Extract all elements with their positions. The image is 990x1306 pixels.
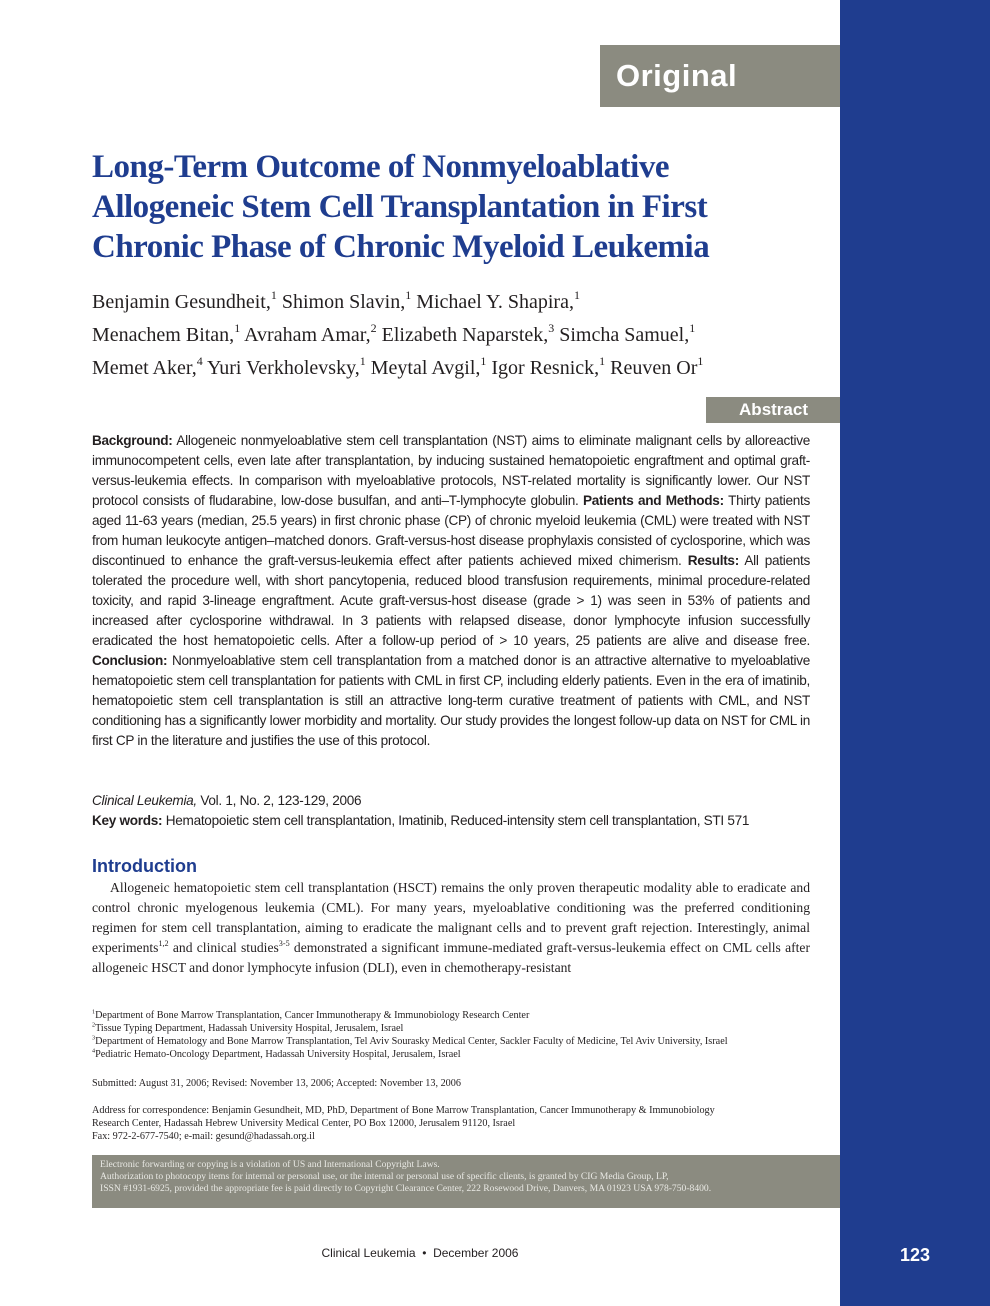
title-line: Long-Term Outcome of Nonmyeloablative xyxy=(92,149,669,185)
copyright-notice xyxy=(92,1155,840,1208)
title-line: Chronic Phase of Chronic Myeloid Leukemia xyxy=(92,229,710,265)
copyright-line: ISSN #1931-6925, provided the appropriate fee is paid directly to Copyright Clearance Center, 222 Rosewood Drive, Danvers, MA 01923 USA 978-750-8400. xyxy=(100,1183,712,1194)
copyright-line: Authorization to photocopy items for internal or personal use, or the internal or personal use of specific clients, is granted by CIG Media Group, LP, xyxy=(100,1171,669,1182)
submission-dates: Submitted: August 31, 2006; Revised: November 13, 2006; Accepted: November 13, 2006 xyxy=(92,1078,461,1089)
author-name: Reuven Or xyxy=(610,357,698,379)
author-name: Simcha Samuel, xyxy=(559,324,690,346)
title-line: Allogeneic Stem Cell Transplantation in First xyxy=(92,189,708,225)
affiliation-mark: 4 xyxy=(92,1048,96,1055)
author-name: Shimon Slavin, xyxy=(281,291,406,313)
affiliations xyxy=(92,1009,832,1061)
affiliation-text: Department of Hematology and Bone Marrow Transplantation, Tel Aviv Sourasky Medical Center, Sackler Faculty of Medicine, Tel Aviv University, Israel xyxy=(95,1036,728,1047)
author-name: Michael Y. Shapira, xyxy=(416,291,574,313)
correspondence-line: Address for correspondence: Benjamin Gesundheit, MD, PhD, Department of Bone Marrow Transplantation, Cancer Immunotherapy & Immunobiology xyxy=(92,1105,715,1116)
author-name: Avraham Amar, xyxy=(244,324,371,346)
affiliation-mark: 1 xyxy=(697,354,704,368)
affiliation xyxy=(92,1035,832,1048)
affiliation-mark: 1 xyxy=(689,321,696,335)
introduction-text xyxy=(92,878,810,978)
author-name: Benjamin Gesundheit, xyxy=(92,291,271,313)
affiliation-mark: 1 xyxy=(480,354,487,368)
author-line xyxy=(92,319,832,352)
page-number: 123 xyxy=(899,1245,931,1265)
affiliation xyxy=(92,1022,832,1035)
affiliation-mark: 2 xyxy=(370,321,377,335)
affiliation xyxy=(92,1048,832,1061)
running-footer xyxy=(0,1245,840,1261)
author-list xyxy=(92,286,832,385)
affiliation xyxy=(92,1009,832,1022)
author-line xyxy=(92,286,832,319)
footer-bullet: • xyxy=(422,1246,427,1260)
author-name: Meytal Avgil, xyxy=(370,357,481,379)
footer-date: December 2006 xyxy=(433,1246,519,1260)
author-name: Igor Resnick, xyxy=(491,357,600,379)
affiliation-text: Department of Bone Marrow Transplantation, Cancer Immunotherapy & Immunobiology Research Center xyxy=(95,1010,530,1021)
keywords xyxy=(92,811,832,831)
author-name: Memet Aker, xyxy=(92,357,197,379)
abstract-methods-label: Patients and Methods: xyxy=(582,493,724,508)
abstract-background-label: Background: xyxy=(92,433,173,448)
keywords-label: Key words: xyxy=(92,813,163,828)
copyright-line: Electronic forwarding or copying is a violation of US and International Copyright Laws. xyxy=(100,1159,440,1170)
abstract-conclusion-label: Conclusion: xyxy=(92,653,168,668)
intro-text-part: Allogeneic hematopoietic stem cell transplantation (HSCT) remains the only proven therapeutic modality able to eradicate and control chronic myelogenous leukemia (CML). For many years, myeloablative conditioning was the preferred conditioning regimen for stem cell transplantation, aiming to eradicate the malignant cells and to prevent graft rejection. Interestingly, animal experiments xyxy=(92,880,810,955)
journal-name: Clinical Leukemia, xyxy=(92,793,197,808)
affiliation-mark: 3 xyxy=(548,321,555,335)
introduction-heading: Introduction xyxy=(92,856,197,876)
abstract-text xyxy=(92,431,810,751)
abstract-methods: Thirty patients aged 11-63 years (median, 25.5 years) in first chronic phase (CP) of chronic myeloid leukemia (CML) were treated with NST from human leukocyte antigen–matched donors. Graft-versus-host disease prophylaxis consisted of cyclosporine, which was discontinued to enhance the graft-versus-leukemia effect after patients achieved mixed chimerism. xyxy=(92,493,810,568)
affiliation-mark: 1 xyxy=(599,354,606,368)
correspondence-line: Fax: 972-2-677-7540; e-mail: gesund@hadassah.org.il xyxy=(92,1131,315,1142)
journal-citation xyxy=(92,791,832,811)
citation-block xyxy=(92,791,832,831)
abstract-results-label: Results: xyxy=(687,553,739,568)
intro-text-part: demonstrated a significant immune-mediated graft-versus-leukemia effect on CML cells after allogeneic HSCT and donor lymphocyte infusion (DLI), even in chemotherapy-resistant xyxy=(92,940,810,975)
affiliation-text: Pediatric Hemato-Oncology Department, Hadassah University Hospital, Jerusalem, Israel xyxy=(95,1049,461,1060)
affiliation-mark: 1 xyxy=(234,321,241,335)
author-name: Elizabeth Naparstek, xyxy=(381,324,549,346)
article-title xyxy=(92,147,792,267)
affiliation-text: Tissue Typing Department, Hadassah University Hospital, Jerusalem, Israel xyxy=(95,1023,404,1034)
citation-details: Vol. 1, No. 2, 123-129, 2006 xyxy=(200,793,362,808)
affiliation-mark: 4 xyxy=(196,354,203,368)
reference-mark: 1,2 xyxy=(158,938,169,948)
author-line xyxy=(92,352,832,385)
abstract-conclusion: Nonmyeloablative stem cell transplantation from a matched donor is an attractive alternative to myeloablative hematopoietic stem cell transplantation for patients with CML in first CP, including elderly patients. Even in the era of imatinib, hematopoietic stem cell transplantation is still an attractive long-term curative treatment of patients with CML, and NST conditioning has a significantly lower morbidity and mortality. Our study provides the longest follow-up data on NST for CML in first CP in the literature and justifies the use of this protocol. xyxy=(92,653,810,748)
reference-mark: 3-5 xyxy=(278,938,290,948)
keywords-text: Hematopoietic stem cell transplantation, Imatinib, Reduced-intensity stem cell transplantation, STI 571 xyxy=(165,813,750,828)
footer-journal: Clinical Leukemia xyxy=(321,1246,416,1260)
affiliation-mark: 1 xyxy=(573,288,580,302)
affiliation-mark: 1 xyxy=(359,354,366,368)
abstract-results: All patients tolerated the procedure well, with short pancytopenia, reduced blood transfusion requirements, minimal procedure-related toxicity, and rapid 3-lineage engraftment. Acute graft-versus-host disease (grade > 1) was seen in 53% of patients and increased after cyclosporine withdrawal. In 3 patients with relapsed disease, donor lymphocyte infusion successfully eradicated the host hematopoietic cells. After a follow-up period of > 10 years, 25 patients are alive and disease free. xyxy=(92,553,810,648)
affiliation-mark: 1 xyxy=(92,1009,96,1016)
side-bar xyxy=(840,0,990,1306)
affiliation-mark: 2 xyxy=(92,1022,96,1029)
author-name: Menachem Bitan, xyxy=(92,324,235,346)
author-name: Yuri Verkholevsky, xyxy=(207,357,360,379)
section-label: Original Contribution xyxy=(600,45,840,107)
affiliation-mark: 1 xyxy=(270,288,277,302)
correspondence-line: Research Center, Hadassah Hebrew University Medical Center, PO Box 12000, Jerusalem 91120, Israel xyxy=(92,1118,516,1129)
correspondence xyxy=(92,1104,792,1143)
intro-text-part: and clinical studies xyxy=(172,940,279,955)
abstract-background: Allogeneic nonmyeloablative stem cell transplantation (NST) aims to eliminate malignant cells by alloreactive immunocompetent cells, even late after transplantation, by inducing sustained hematopoietic engraftment and optimal graft-versus-leukemia effects. In comparison with myeloablative protocols, NST-related mortality is significantly lower. Our NST protocol consists of fludarabine, low-dose busulfan, and anti–T-lymphocyte globulin. xyxy=(92,433,810,508)
affiliation-mark: 3 xyxy=(92,1035,96,1042)
abstract-label: Abstract xyxy=(706,397,840,423)
affiliation-mark: 1 xyxy=(405,288,412,302)
